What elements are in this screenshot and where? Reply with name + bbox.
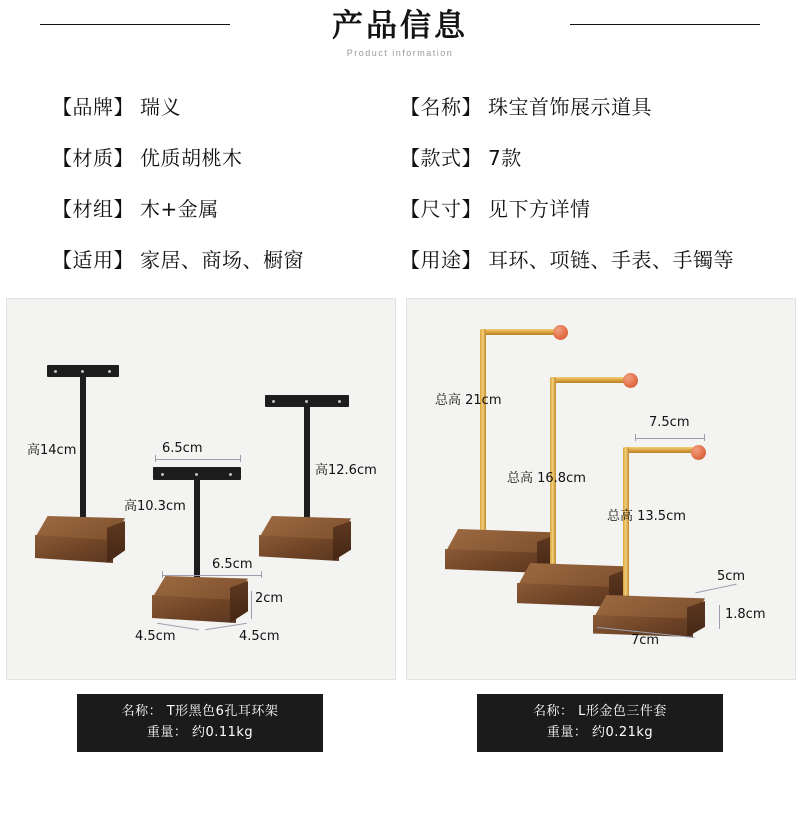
spec-key: 【材质】 xyxy=(52,146,134,170)
product-image-l-shape xyxy=(406,298,796,680)
bead-short xyxy=(691,445,706,460)
bar-hole xyxy=(161,473,164,476)
dim-line-base-depth xyxy=(695,584,736,594)
bead-tall xyxy=(553,325,568,340)
dim-base-thickness: 1.8cm xyxy=(725,607,766,622)
bar-hole xyxy=(54,370,57,373)
spec-key: 【用途】 xyxy=(400,248,482,272)
spec-row xyxy=(400,182,782,233)
spec-row xyxy=(400,80,782,131)
spec-row xyxy=(400,233,782,284)
panel-l-shape-gold xyxy=(406,298,794,752)
l-arm-mid xyxy=(550,377,628,383)
bar-hole xyxy=(81,370,84,373)
dim-mid-height: 总高 16.8cm xyxy=(507,471,586,486)
dim-line-base-thickness xyxy=(251,591,252,619)
dim-base-right: 4.5cm xyxy=(239,629,280,644)
dim-tick xyxy=(240,455,241,462)
dim-arm-width: 7.5cm xyxy=(649,415,690,430)
t-rod-short xyxy=(304,407,310,524)
bar-hole xyxy=(305,400,308,403)
header-rule-left xyxy=(40,24,230,25)
product-panels xyxy=(0,298,800,752)
spec-value: 见下方详情 xyxy=(488,197,591,221)
spec-key: 【款式】 xyxy=(400,146,482,170)
spec-key: 【适用】 xyxy=(52,248,134,272)
bar-hole xyxy=(338,400,341,403)
l-arm-short xyxy=(623,447,697,453)
t-rod-mid xyxy=(194,480,200,584)
bar-hole xyxy=(108,370,111,373)
bead-mid xyxy=(623,373,638,388)
spec-row xyxy=(52,131,400,182)
caption-l-shape xyxy=(477,694,723,752)
dim-base-depth: 5cm xyxy=(717,569,746,584)
dim-tick xyxy=(704,434,705,441)
dim-tick xyxy=(155,455,156,462)
spec-value: 优质胡桃木 xyxy=(140,146,243,170)
t-rod-tall xyxy=(80,377,86,524)
dim-base-thickness: 2cm xyxy=(255,591,284,606)
l-post-tall xyxy=(480,329,486,541)
spec-list xyxy=(0,80,800,284)
header-rule-right xyxy=(570,24,760,25)
wood-base-front xyxy=(517,583,615,607)
caption-weight: 重量： 约0.11kg xyxy=(146,725,254,740)
caption-name: 名称： L形金色三件套 xyxy=(533,704,667,719)
page-subtitle: Product information xyxy=(346,48,454,58)
spec-row xyxy=(52,182,400,233)
bar-hole xyxy=(229,473,232,476)
dim-short-height: 高12.6cm xyxy=(315,463,377,478)
bar-hole xyxy=(195,473,198,476)
spec-value: 珠宝首饰展示道具 xyxy=(488,95,652,119)
page-title: 产品信息 xyxy=(332,8,468,44)
spec-row xyxy=(400,131,782,182)
dim-short-height: 总高 13.5cm xyxy=(607,509,686,524)
bar-hole xyxy=(272,400,275,403)
spec-value: 木+金属 xyxy=(140,197,219,221)
spec-key: 【名称】 xyxy=(400,95,482,119)
dim-base-width: 7cm xyxy=(631,633,660,648)
dim-line-base-thickness xyxy=(719,605,720,629)
dim-tick xyxy=(261,571,262,578)
page-header xyxy=(0,0,800,58)
spec-key: 【尺寸】 xyxy=(400,197,482,221)
dim-line-mid-bar xyxy=(155,459,241,460)
caption-t-shape xyxy=(77,694,323,752)
wood-base-side xyxy=(230,581,248,623)
dim-line-arm xyxy=(635,438,705,439)
dim-tick xyxy=(635,434,636,441)
dim-tick xyxy=(162,571,163,578)
wood-base-side xyxy=(333,521,351,561)
spec-value: 瑞义 xyxy=(140,95,181,119)
dim-tall-height: 总高 21cm xyxy=(435,393,502,408)
dim-tall-height: 高14cm xyxy=(27,443,77,458)
wood-base-side xyxy=(107,521,125,563)
spec-row xyxy=(52,80,400,131)
dim-base-front: 6.5cm xyxy=(212,557,253,572)
l-arm-tall xyxy=(480,329,558,335)
caption-weight: 重量： 约0.21kg xyxy=(546,725,654,740)
spec-row xyxy=(52,233,400,284)
dim-mid-height: 高10.3cm xyxy=(124,499,186,514)
product-image-t-shape xyxy=(6,298,396,680)
spec-key: 【品牌】 xyxy=(52,95,134,119)
spec-value: 耳环、项链、手表、手镯等 xyxy=(488,248,734,272)
dim-line-base-front xyxy=(162,575,262,576)
spec-value: 7款 xyxy=(488,146,522,170)
dim-base-left: 4.5cm xyxy=(135,629,176,644)
l-post-short xyxy=(623,447,629,607)
panel-t-shape-black xyxy=(6,298,394,752)
caption-name: 名称： T形黑色6孔耳环架 xyxy=(121,704,279,719)
spec-key: 【材组】 xyxy=(52,197,134,221)
spec-value: 家居、商场、橱窗 xyxy=(140,248,304,272)
dim-mid-bar-width: 6.5cm xyxy=(162,441,203,456)
